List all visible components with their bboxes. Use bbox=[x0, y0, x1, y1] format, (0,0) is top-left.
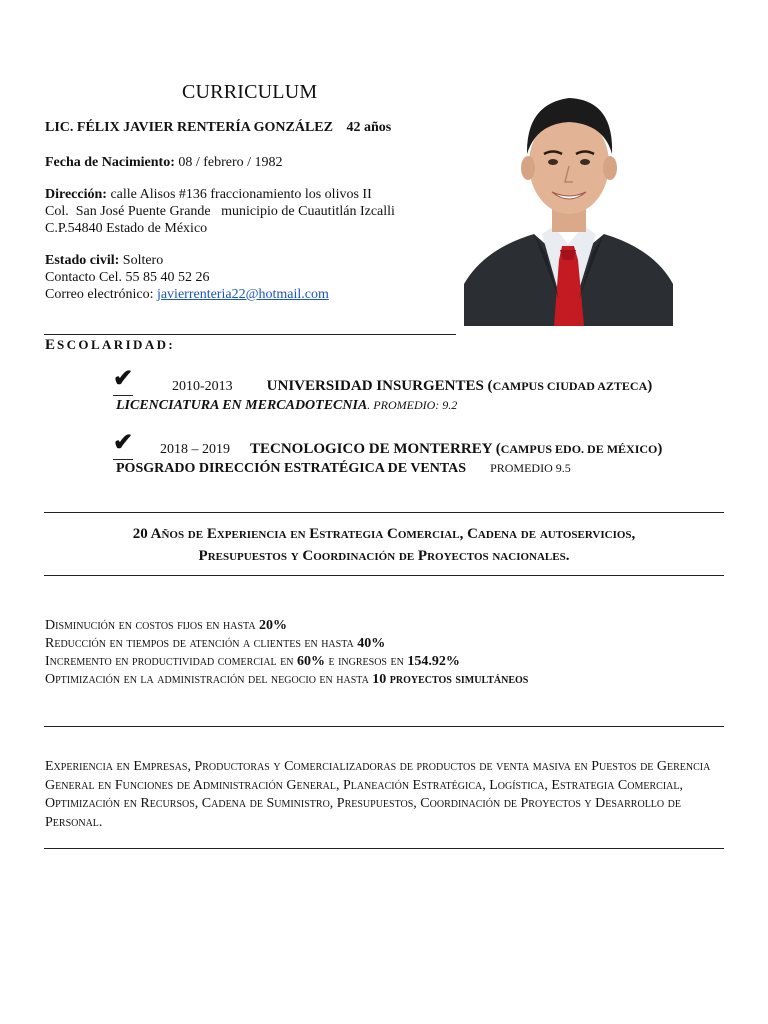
experience-banner bbox=[44, 523, 724, 567]
education-years: 2018 – 2019 bbox=[160, 442, 230, 457]
birth-date bbox=[45, 154, 283, 171]
email-label: Correo electrónico: bbox=[45, 287, 157, 302]
achievement-text: Reducción en tiempos de atención a clientes en hasta bbox=[45, 636, 358, 651]
education-item-2 bbox=[160, 440, 662, 458]
achievement-item bbox=[45, 617, 528, 635]
banner-line-2: Presupuestos y Coordinación de Proyectos nacionales. bbox=[198, 548, 570, 564]
education-heading-initial: E bbox=[45, 337, 58, 353]
education-campus: CAMPUS CIUDAD AZTECA bbox=[492, 379, 648, 393]
education-years: 2010-2013 bbox=[172, 379, 233, 394]
civil-label: Estado civil: bbox=[45, 253, 120, 268]
banner-top-rule bbox=[44, 512, 724, 513]
address-line-1-value: calle Alisos #136 fraccionamiento los olivos II bbox=[106, 187, 372, 202]
banner-bottom-rule bbox=[44, 575, 724, 576]
education-degree: POSGRADO DIRECCIÓN ESTRATÉGICA DE VENTAS bbox=[116, 461, 467, 476]
achievement-item bbox=[45, 635, 528, 653]
summary-top-rule bbox=[44, 726, 724, 727]
phone-contact: Contacto Cel. 55 85 40 52 26 bbox=[45, 270, 210, 285]
education-institution: UNIVERSIDAD INSURGENTES ( bbox=[266, 378, 493, 394]
achievement-item bbox=[45, 653, 528, 671]
summary-bottom-rule bbox=[44, 848, 724, 849]
address-line-3: C.P.54840 Estado de México bbox=[45, 221, 208, 236]
section-divider bbox=[44, 334, 456, 335]
education-degree-line-2 bbox=[116, 459, 571, 477]
achievement-value: 60% bbox=[296, 654, 325, 669]
civil-value: Soltero bbox=[119, 253, 164, 268]
achievement-value-2: 154.92% bbox=[407, 654, 460, 669]
address-line-2: Col. San José Puente Grande municipio de Cuautitlán Izcalli bbox=[45, 204, 395, 219]
candidate-age: 42 años bbox=[346, 120, 392, 135]
education-campus: CAMPUS EDO. DE MÉXICO bbox=[500, 442, 658, 456]
banner-line-1: 20 Años de Experiencia en Estrategia Comercial, Cadena de autoservicios, bbox=[132, 526, 636, 542]
profile-photo bbox=[464, 84, 673, 326]
education-average: . PROMEDIO: 9.2 bbox=[367, 398, 458, 412]
education-heading bbox=[45, 337, 175, 354]
birth-label: Fecha de Nacimiento: bbox=[45, 155, 175, 170]
achievement-value: 10 proyectos simultáneos bbox=[372, 672, 529, 687]
experience-summary: Experiencia en Empresas, Productoras y Comercializadoras de productos de venta masiva en Puestos de Gerencia General en Funciones de Administración General, Planeación Estratégica, Logística, Estrategia Comercial, Optimización en Recursos, Cadena de Suministro, Presupuestos, Coordinación de Proyectos y Desarrollo de Personal. bbox=[45, 759, 711, 830]
education-institution: TECNOLOGICO DE MONTERREY ( bbox=[250, 441, 501, 457]
check-icon: ✔ bbox=[113, 430, 134, 456]
achievement-value: 20% bbox=[259, 618, 288, 633]
birth-value: 08 / febrero / 1982 bbox=[174, 155, 283, 170]
education-degree-line-1 bbox=[116, 396, 457, 414]
achievement-text: Disminución en costos fijos en hasta bbox=[45, 618, 260, 633]
education-average: PROMEDIO 9.5 bbox=[490, 461, 571, 475]
education-item-1 bbox=[172, 377, 652, 395]
email-link[interactable]: javierrenteria22@hotmail.com bbox=[156, 287, 329, 302]
address-label: Dirección: bbox=[45, 187, 107, 202]
candidate-name: LIC. FÉLIX JAVIER RENTERÍA GONZÁLEZ bbox=[45, 120, 333, 135]
contact-block bbox=[45, 252, 329, 303]
check-icon: ✔ bbox=[113, 366, 134, 392]
education-close: ) bbox=[657, 441, 663, 457]
education-close: ) bbox=[647, 378, 653, 394]
address-block bbox=[45, 186, 395, 237]
education-heading-rest: SCOLARIDAD: bbox=[57, 337, 176, 352]
education-degree: LICENCIATURA EN MERCADOTECNIA bbox=[116, 398, 368, 413]
address-line-1 bbox=[45, 186, 395, 203]
candidate-name-line bbox=[45, 120, 391, 136]
achievements-list bbox=[45, 617, 528, 689]
achievement-text-2: e ingresos en bbox=[324, 654, 408, 669]
achievement-text: Optimización en la administración del negocio en hasta bbox=[45, 672, 373, 687]
achievement-text: Incremento en productividad comercial en bbox=[45, 654, 297, 669]
achievement-value: 40% bbox=[357, 636, 386, 651]
email-line bbox=[45, 286, 329, 303]
document-title: CURRICULUM bbox=[182, 81, 318, 103]
civil-status bbox=[45, 252, 329, 269]
achievement-item bbox=[45, 671, 528, 689]
